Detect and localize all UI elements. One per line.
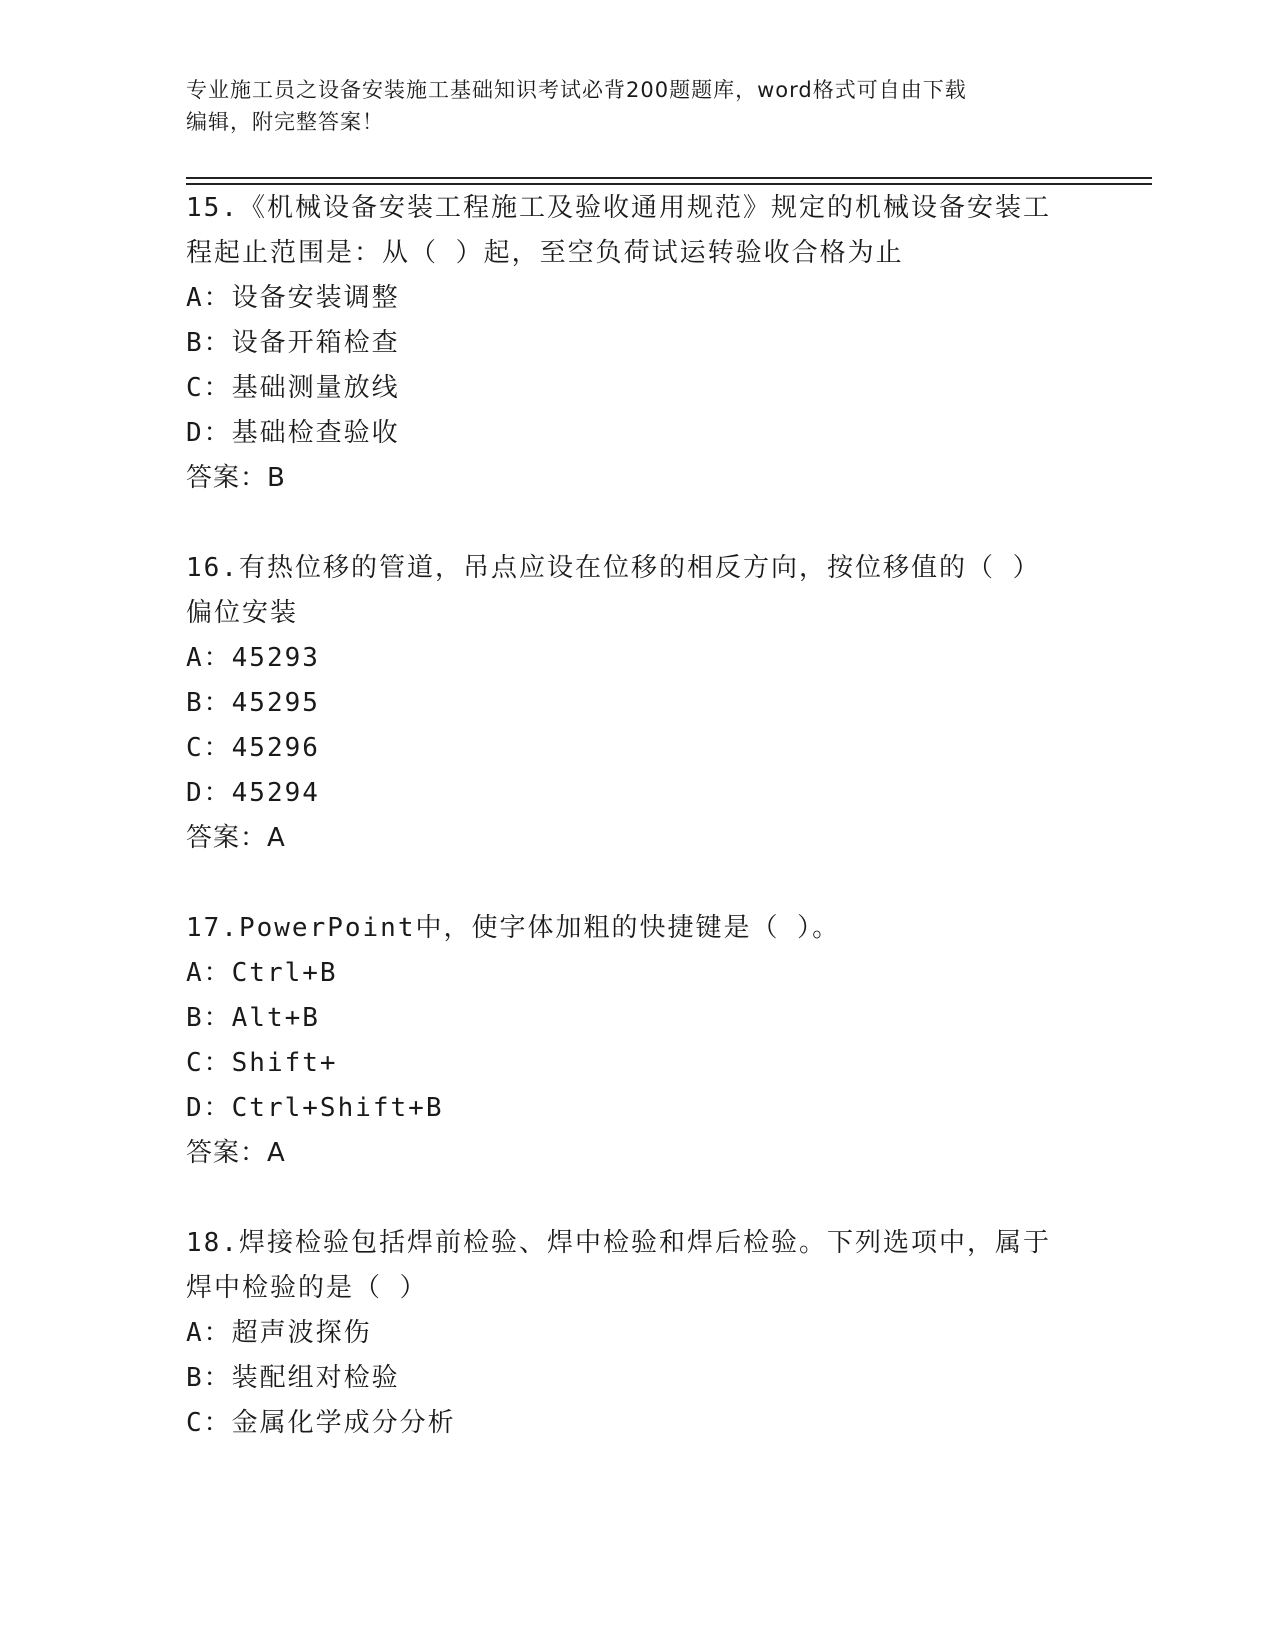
answer: 答案：A: [186, 823, 286, 853]
question-15: [186, 186, 1086, 501]
header-line-2: 编辑，附完整答案！: [186, 110, 384, 134]
option-b: B：设备开箱检查: [186, 328, 400, 358]
option-d: D：45294: [186, 778, 320, 808]
question-stem: 18.焊接检验包括焊前检验、焊中检验和焊后检验。下列选项中，属于: [186, 1228, 1051, 1258]
question-stem-continued: 偏位安装: [186, 598, 299, 628]
document-header: [186, 74, 1066, 138]
option-c: C：Shift+: [186, 1048, 338, 1078]
question-stem-continued: 程起止范围是：从（ ）起，至空负荷试运转验收合格为止: [186, 238, 904, 268]
question-18: [186, 1221, 1086, 1446]
option-a: A：45293: [186, 643, 320, 673]
option-b: B：装配组对检验: [186, 1363, 400, 1393]
question-list: [186, 186, 1086, 1446]
question-stem: 17.PowerPoint中，使字体加粗的快捷键是（ ）。: [186, 913, 841, 943]
answer: 答案：A: [186, 1138, 286, 1168]
header-divider-bottom: [186, 183, 1152, 185]
question-17: [186, 906, 1086, 1176]
question-16: [186, 546, 1086, 861]
option-a: A：超声波探伤: [186, 1318, 372, 1348]
option-b: B：Alt+B: [186, 1003, 320, 1033]
question-spacer: [186, 501, 1086, 546]
option-b: B：45295: [186, 688, 320, 718]
question-spacer: [186, 861, 1086, 906]
question-stem-continued: 焊中检验的是（ ）: [186, 1273, 428, 1303]
option-d: D：Ctrl+Shift+B: [186, 1093, 444, 1123]
option-c: C：45296: [186, 733, 320, 763]
header-divider-top: [186, 177, 1152, 179]
option-a: A：设备安装调整: [186, 283, 400, 313]
question-stem: 15.《机械设备安装工程施工及验收通用规范》规定的机械设备安装工: [186, 193, 1051, 223]
option-a: A：Ctrl+B: [186, 958, 338, 988]
option-c: C：金属化学成分分析: [186, 1408, 456, 1438]
header-line-1: 专业施工员之设备安装施工基础知识考试必背200题题库，word格式可自由下载: [186, 78, 967, 102]
answer: 答案：B: [186, 463, 286, 493]
question-stem: 16.有热位移的管道，吊点应设在位移的相反方向，按位移值的（ ）: [186, 553, 1041, 583]
option-c: C：基础测量放线: [186, 373, 400, 403]
option-d: D：基础检查验收: [186, 418, 400, 448]
question-spacer: [186, 1176, 1086, 1221]
